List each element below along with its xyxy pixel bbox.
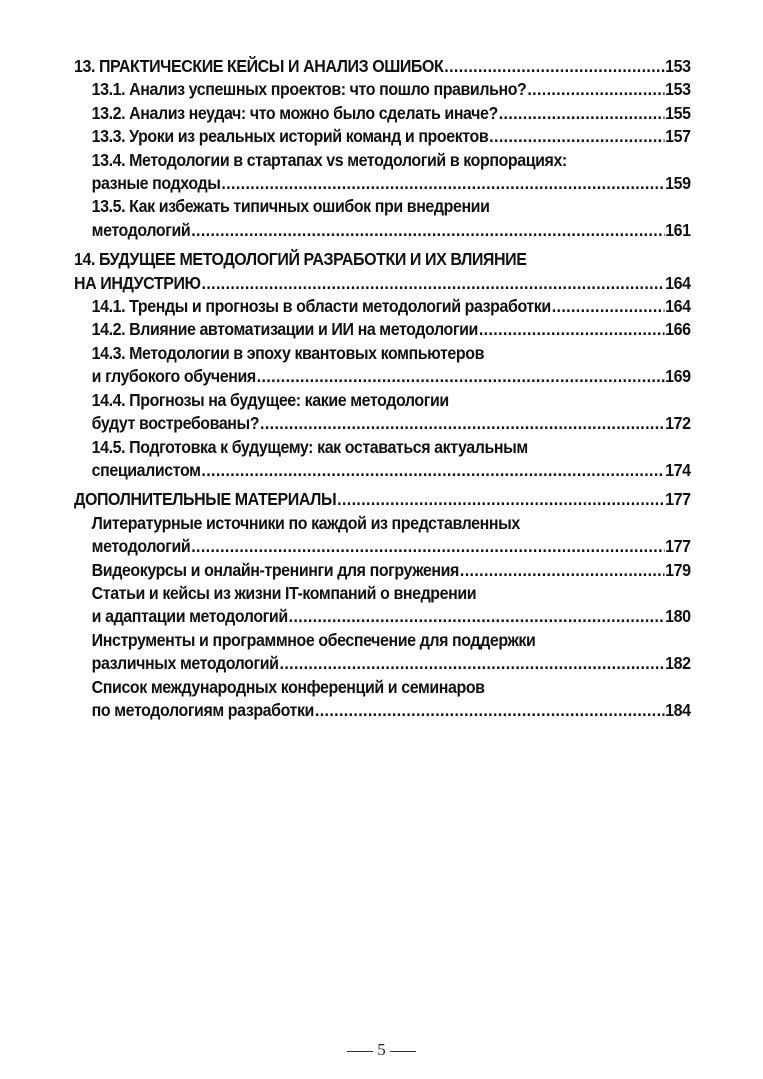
toc-section-title: 14. БУДУЩЕЕ МЕТОДОЛОГИЙ РАЗРАБОТКИ И ИХ ВЛИЯНИЕ	[74, 249, 527, 270]
dot-leader	[191, 219, 664, 242]
toc-entry[interactable]	[74, 389, 691, 436]
toc-entry[interactable]	[74, 102, 691, 125]
dot-leader	[289, 605, 665, 628]
toc-entry-title-cont: по методологиям разработки	[91, 699, 314, 720]
toc-section-heading[interactable]	[74, 55, 691, 78]
dot-leader	[315, 699, 664, 722]
dot-leader	[280, 652, 665, 675]
toc-entry-title: Статьи и кейсы из жизни IT-компаний о внедрении	[91, 582, 477, 603]
toc-entry-title: 14.5. Подготовка к будущему: как оставаться актуальным	[91, 436, 528, 457]
toc-page-number: 184	[665, 699, 691, 720]
toc-page-number: 166	[665, 319, 691, 340]
dot-leader	[201, 459, 664, 482]
footer-dash-left	[347, 1051, 373, 1052]
dot-leader	[479, 318, 664, 341]
dot-leader	[489, 125, 664, 148]
toc-page-number: 179	[665, 559, 691, 580]
toc-page-number: 174	[665, 459, 691, 480]
toc-entry-title-cont: будут востребованы?	[91, 413, 260, 434]
toc-entry-title-cont: методологий	[91, 219, 191, 240]
toc-page-number: 161	[665, 219, 691, 240]
toc-entry-title: 13.2. Анализ неудач: что можно было сделать иначе?	[91, 102, 498, 123]
toc-entry-title: Список международных конференций и семинаров	[91, 676, 485, 697]
toc-section-14	[74, 248, 691, 482]
toc-entry-title-cont: различных методологий	[91, 653, 279, 674]
dot-leader	[444, 55, 664, 78]
toc-page-number: 155	[665, 102, 691, 123]
toc-entry[interactable]	[74, 318, 691, 341]
toc-entry-title-cont: разные подходы	[91, 173, 221, 194]
toc-entry-title-cont: специалистом	[91, 459, 201, 480]
toc-page-number: 177	[665, 489, 691, 510]
dot-leader	[527, 78, 664, 101]
toc-entry[interactable]	[74, 125, 691, 148]
toc-entry-title: 13.3. Уроки из реальных историй команд и проектов	[91, 126, 489, 147]
dot-leader	[337, 488, 664, 511]
dot-leader	[221, 172, 664, 195]
dot-leader	[191, 535, 664, 558]
toc-entry[interactable]	[74, 676, 691, 723]
toc-page-number: 177	[665, 536, 691, 557]
dot-leader	[460, 559, 664, 582]
toc-page-number: 159	[665, 173, 691, 194]
toc-entry-title: 13.1. Анализ успешных проектов: что пошло правильно?	[91, 79, 527, 100]
toc-entry[interactable]	[74, 195, 691, 242]
toc-entry-title-cont: и адаптации методологий	[91, 606, 288, 627]
page-footer	[0, 1040, 763, 1060]
dot-leader	[552, 295, 665, 318]
dot-leader	[260, 412, 664, 435]
toc-section-heading[interactable]	[74, 488, 691, 511]
toc-entry[interactable]	[74, 629, 691, 676]
toc-entry-title: 14.1. Тренды и прогнозы в области методологий разработки	[91, 296, 551, 317]
toc-page-number: 164	[665, 296, 691, 317]
toc-entry-title: Инструменты и программное обеспечение для поддержки	[91, 629, 536, 650]
toc-entry-title-cont: и глубокого обучения	[91, 366, 256, 387]
toc-section-heading[interactable]	[74, 248, 691, 295]
table-of-contents	[74, 55, 691, 724]
toc-entry[interactable]	[74, 295, 691, 318]
toc-entry[interactable]	[74, 342, 691, 389]
dot-leader	[499, 102, 665, 125]
toc-page-number: 172	[665, 413, 691, 434]
toc-entry-title: 14.4. Прогнозы на будущее: какие методологии	[91, 389, 449, 410]
toc-page-number: 182	[665, 653, 691, 674]
toc-entry[interactable]	[74, 582, 691, 629]
toc-page-number: 153	[665, 56, 691, 76]
toc-entry[interactable]	[74, 436, 691, 483]
toc-page-number: 153	[665, 79, 691, 100]
toc-entry-title-cont: методологий	[91, 536, 191, 557]
toc-entry-title: 14.2. Влияние автоматизации и ИИ на методологии	[91, 319, 478, 340]
toc-page-number: 157	[665, 126, 691, 147]
toc-section-13	[74, 55, 691, 242]
toc-entry-title: 14.3. Методологии в эпоху квантовых компьютеров	[91, 342, 484, 363]
dot-leader	[202, 272, 665, 295]
dot-leader	[257, 365, 665, 388]
toc-page-number: 164	[665, 272, 691, 293]
toc-page-number: 180	[665, 606, 691, 627]
toc-entry-title: 13.5. Как избежать типичных ошибок при внедрении	[91, 196, 490, 217]
toc-entry[interactable]	[74, 559, 691, 582]
toc-entry-title: 13.4. Методологии в стартапах vs методологий в корпорациях:	[91, 149, 567, 170]
page-number: 5	[377, 1040, 386, 1059]
toc-entry[interactable]	[74, 512, 691, 559]
toc-section-title: 13. ПРАКТИЧЕСКИЕ КЕЙСЫ И АНАЛИЗ ОШИБОК	[74, 56, 444, 76]
footer-dash-right	[390, 1051, 416, 1052]
toc-page-number: 169	[665, 366, 691, 387]
toc-entry[interactable]	[74, 78, 691, 101]
toc-section-extra	[74, 488, 691, 722]
toc-entry-title: Видеокурсы и онлайн-тренинги для погружения	[91, 559, 459, 580]
toc-entry-title: Литературные источники по каждой из представленных	[91, 512, 520, 533]
toc-section-title-cont: НА ИНДУСТРИЮ	[74, 272, 201, 293]
toc-entry[interactable]	[74, 149, 691, 196]
toc-section-title: ДОПОЛНИТЕЛЬНЫЕ МАТЕРИАЛЫ	[74, 489, 337, 510]
